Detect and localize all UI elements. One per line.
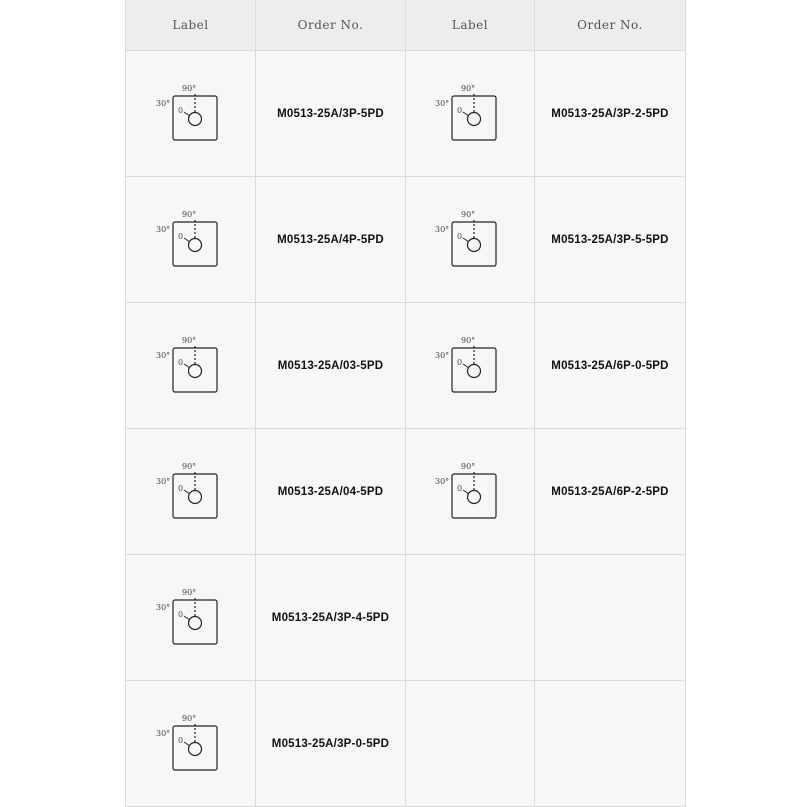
angle-30-text: 30° (155, 602, 170, 612)
header-cell-order (535, 0, 685, 50)
angle-90-text: 90° (461, 461, 476, 471)
header-order-text: Order No. (577, 18, 643, 32)
angle-90-text: 90° (461, 209, 476, 219)
angle-90-text: 90° (461, 83, 476, 93)
label-cell (406, 51, 535, 176)
angle-90-text: 90° (181, 209, 196, 219)
order-number: M0513-25A/3P-5-5PD (551, 233, 669, 246)
empty-cell (535, 681, 685, 806)
angle-30-text: 30° (435, 224, 450, 234)
header-cell-label (126, 0, 256, 50)
zero-mark-text: 0 (177, 735, 183, 745)
label-cell (126, 177, 256, 302)
angle-90-text: 90° (181, 461, 196, 471)
order-number: M0513-25A/3P-0-5PD (271, 737, 390, 750)
zero-mark-text: 0 (177, 231, 183, 241)
order-number: M0513-25A/03-5PD (277, 359, 384, 372)
order-number: M0513-25A/04-5PD (277, 485, 384, 498)
label-cell (406, 177, 535, 302)
zero-mark-text: 0 (457, 483, 463, 493)
empty-cell (406, 555, 535, 680)
angle-90-text: 90° (181, 83, 196, 93)
order-cell (256, 51, 406, 176)
order-cell (256, 303, 406, 428)
switch-label-icon (156, 457, 226, 527)
label-cell (126, 681, 256, 806)
label-cell (126, 555, 256, 680)
order-cell (535, 177, 685, 302)
zero-mark-text: 0 (177, 105, 183, 115)
order-cell (256, 177, 406, 302)
label-cell (406, 303, 535, 428)
zero-mark-text: 0 (177, 483, 183, 493)
zero-mark-text: 0 (457, 105, 463, 115)
order-cell (256, 555, 406, 680)
empty-cell (535, 555, 685, 680)
angle-30-text: 30° (155, 224, 170, 234)
order-number: M0513-25A/6P-2-5PD (551, 485, 669, 498)
switch-label-icon (156, 205, 226, 275)
table-header-row (126, 0, 685, 51)
switch-label-icon (156, 331, 226, 401)
table-row (126, 555, 685, 681)
angle-30-text: 30° (155, 98, 170, 108)
product-table (125, 0, 686, 807)
order-number: M0513-25A/3P-4-5PD (271, 611, 390, 624)
angle-90-text: 90° (181, 587, 196, 597)
zero-mark-text: 0 (457, 357, 463, 367)
order-cell (535, 429, 685, 554)
table-row (126, 681, 685, 807)
table-row (126, 429, 685, 555)
angle-30-text: 30° (435, 476, 450, 486)
order-cell (256, 429, 406, 554)
angle-30-text: 30° (435, 350, 450, 360)
label-cell (406, 429, 535, 554)
angle-30-text: 30° (155, 728, 170, 738)
switch-label-icon (435, 79, 505, 149)
angle-30-text: 30° (435, 98, 450, 108)
switch-label-icon (156, 79, 226, 149)
empty-cell (406, 681, 535, 806)
angle-30-text: 30° (155, 476, 170, 486)
angle-90-text: 90° (181, 335, 196, 345)
order-number: M0513-25A/4P-5PD (277, 233, 384, 246)
table-row (126, 51, 685, 177)
zero-mark-text: 0 (177, 357, 183, 367)
order-number: M0513-25A/3P-2-5PD (551, 107, 669, 120)
zero-mark-text: 0 (177, 609, 183, 619)
header-label-text: Label (172, 18, 209, 32)
angle-90-text: 90° (181, 713, 196, 723)
header-cell-label (406, 0, 535, 50)
order-cell (535, 51, 685, 176)
zero-mark-text: 0 (457, 231, 463, 241)
angle-30-text: 30° (155, 350, 170, 360)
order-number: M0513-25A/6P-0-5PD (551, 359, 669, 372)
table-row (126, 177, 685, 303)
switch-label-icon (156, 583, 226, 653)
header-cell-order (256, 0, 406, 50)
switch-label-icon (435, 457, 505, 527)
switch-label-icon (435, 331, 505, 401)
label-cell (126, 429, 256, 554)
header-order-text: Order No. (297, 18, 364, 32)
label-cell (126, 303, 256, 428)
switch-label-icon (156, 709, 226, 779)
switch-label-icon (435, 205, 505, 275)
angle-90-text: 90° (461, 335, 476, 345)
header-label-text: Label (451, 18, 489, 32)
order-cell (256, 681, 406, 806)
order-number: M0513-25A/3P-5PD (277, 107, 384, 120)
table-row (126, 303, 685, 429)
order-cell (535, 303, 685, 428)
label-cell (126, 51, 256, 176)
